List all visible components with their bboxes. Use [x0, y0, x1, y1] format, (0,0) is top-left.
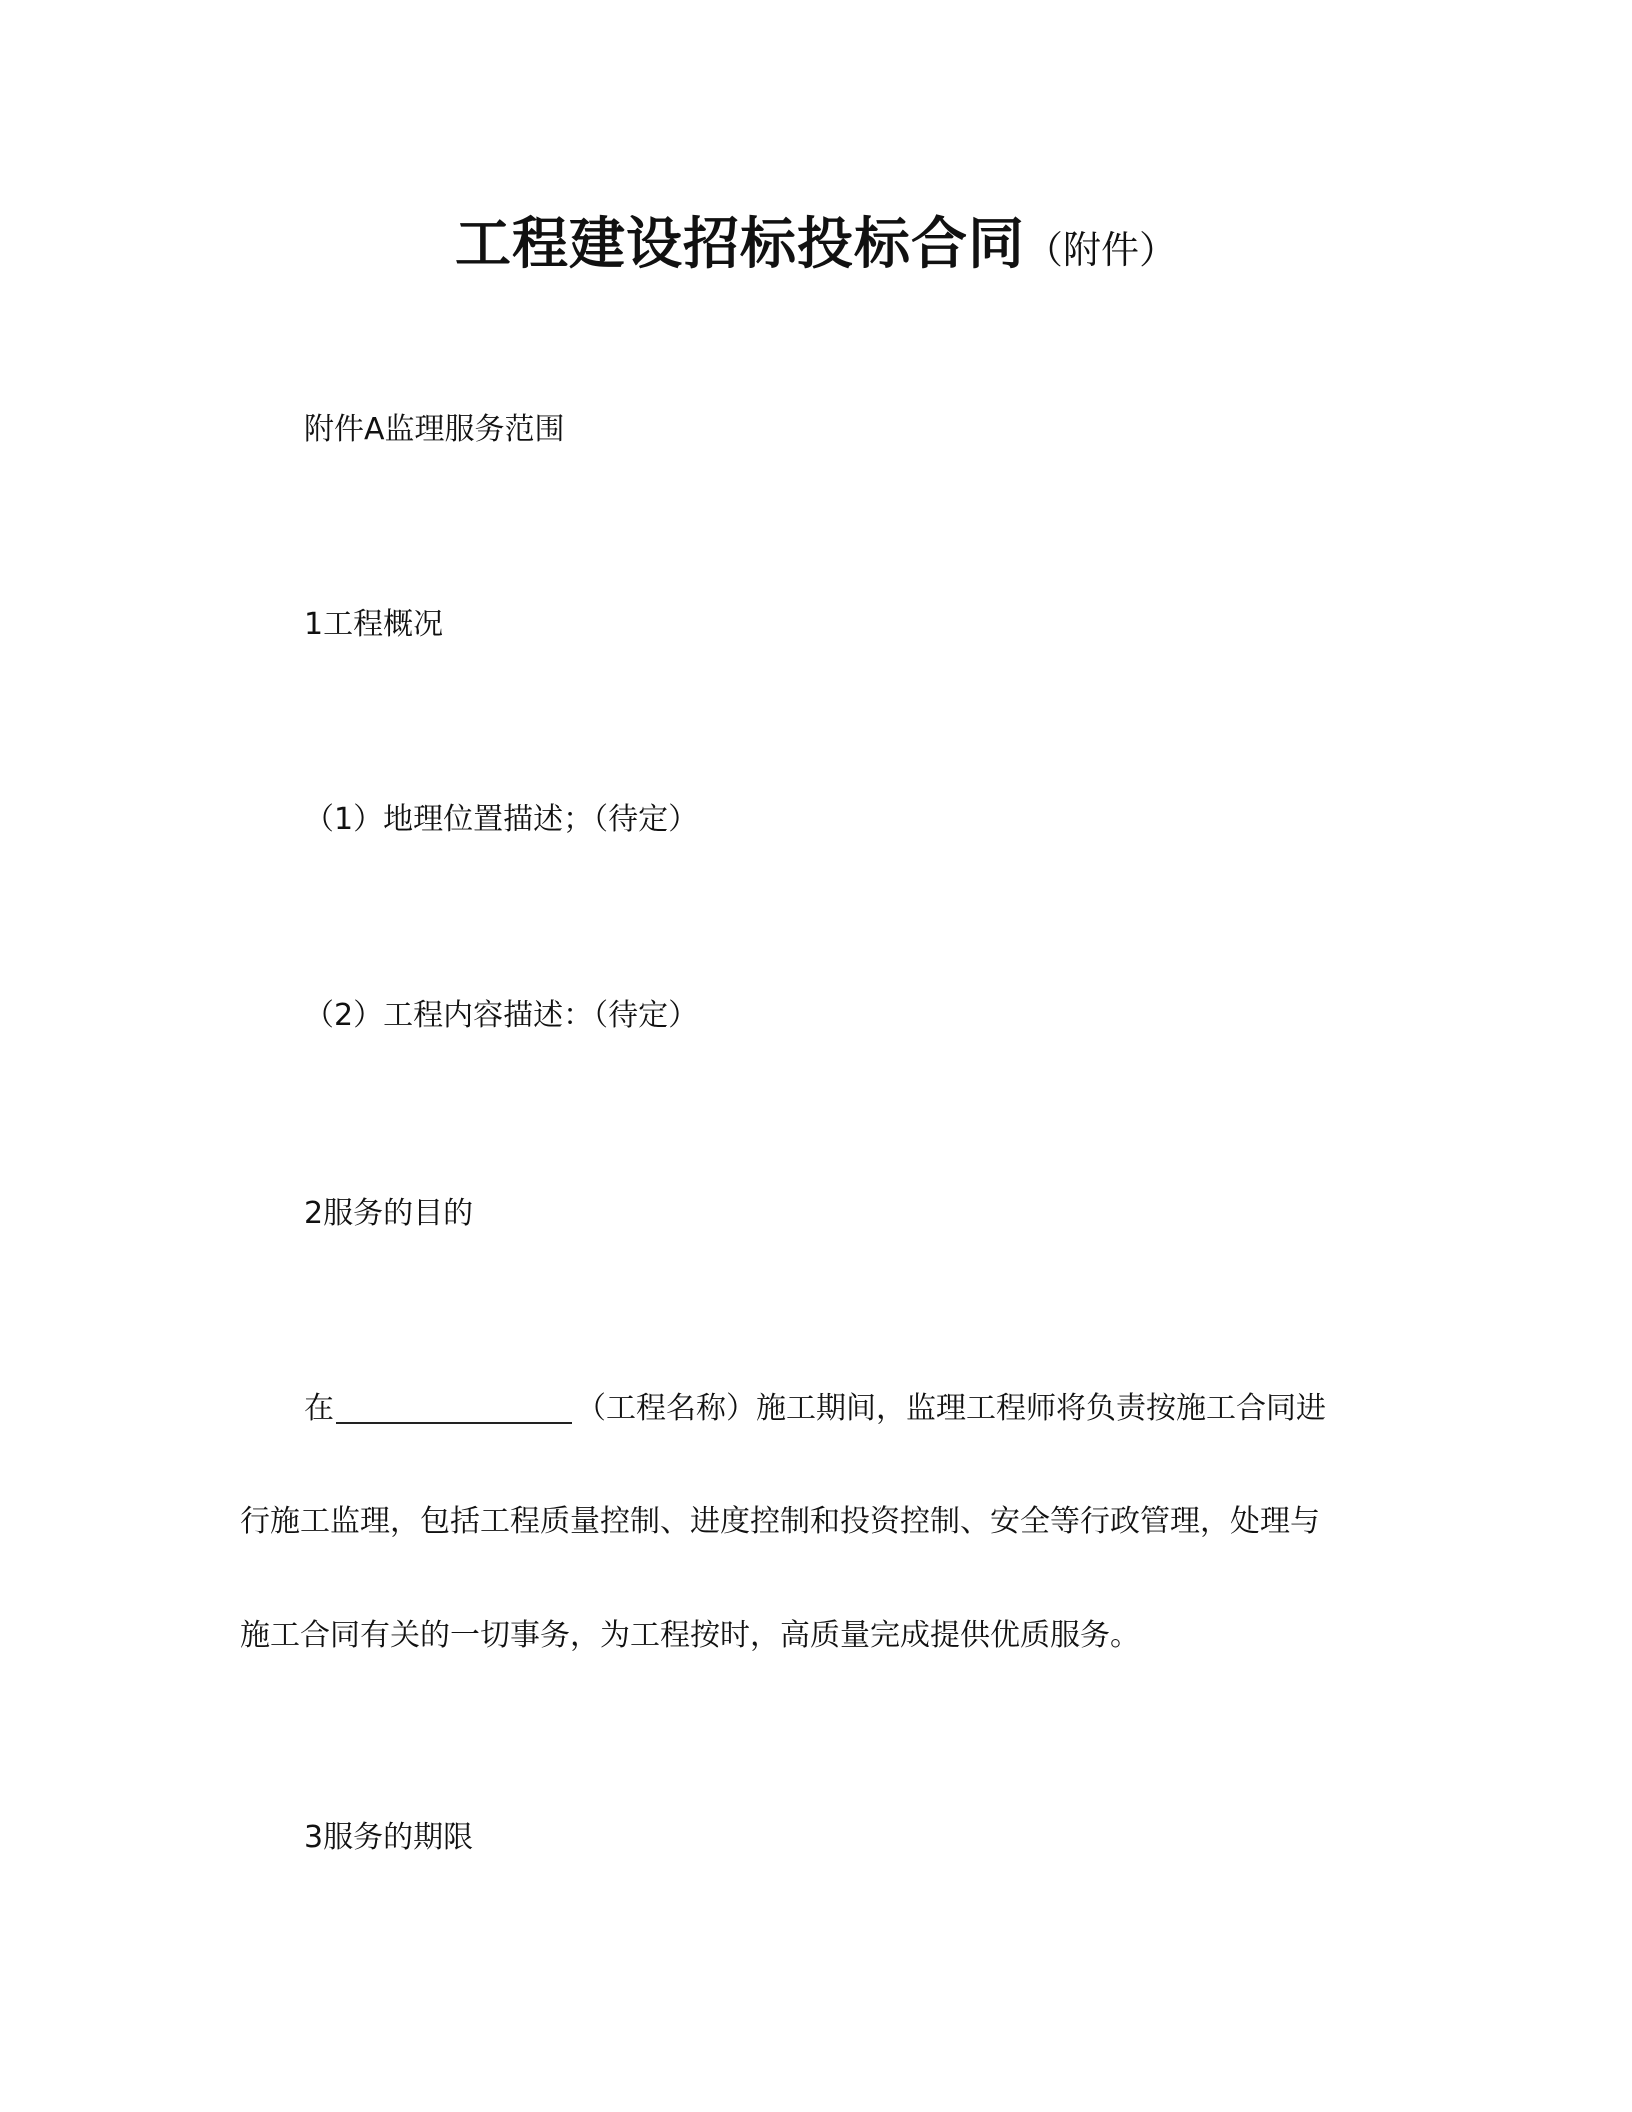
title-main: 工程建设招标投标合同 — [454, 212, 1025, 277]
section-1-item-1: （1）地理位置描述；（待定） — [304, 802, 699, 837]
section-3-heading: 3服务的期限 — [304, 1820, 474, 1855]
annex-heading: 附件A监理服务范围 — [304, 412, 565, 447]
section-2-heading: 2服务的目的 — [304, 1196, 474, 1231]
title-sub: （附件） — [1024, 228, 1177, 272]
paragraph-line-2: 行施工监理，包括工程质量控制、进度控制和投资控制、安全等行政管理，处理与 — [240, 1504, 1320, 1539]
project-name-blank — [336, 1392, 572, 1424]
paragraph-line-1 — [304, 1389, 1326, 1429]
document-title — [0, 200, 1632, 280]
paragraph-prefix: 在 — [304, 1391, 334, 1426]
paragraph-line-1-text: （工程名称）施工期间，监理工程师将负责按施工合同进 — [576, 1391, 1326, 1426]
section-1-heading: 1工程概况 — [304, 607, 444, 642]
paragraph-line-3: 施工合同有关的一切事务，为工程按时，高质量完成提供优质服务。 — [240, 1618, 1140, 1653]
section-1-item-2: （2）工程内容描述：（待定） — [304, 998, 699, 1033]
